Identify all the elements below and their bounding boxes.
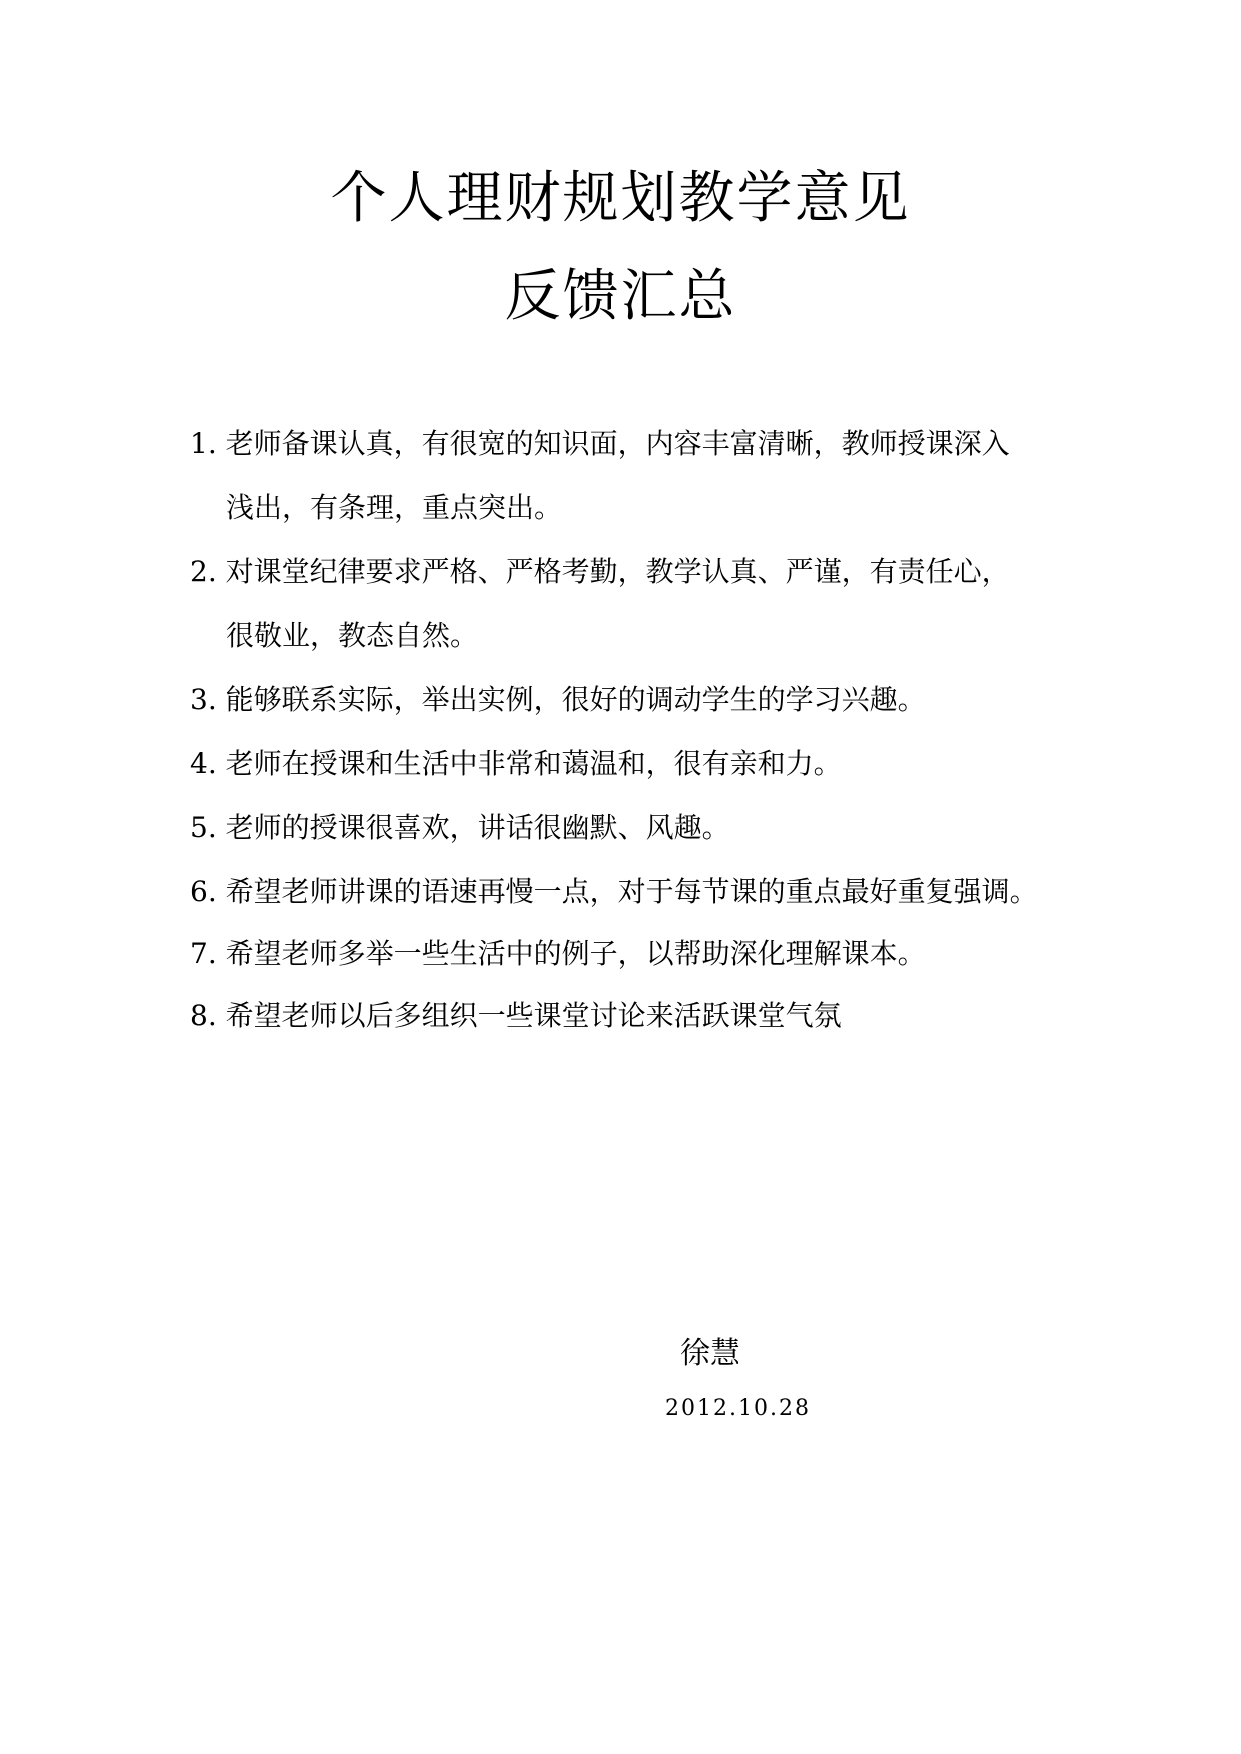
item-text: 能够联系实际，举出实例，很好的调动学生的学习兴趣。 — [225, 683, 926, 716]
item-number: 1. — [190, 427, 217, 460]
list-item — [190, 808, 730, 848]
list-item — [190, 744, 842, 784]
list-item — [190, 680, 926, 720]
list-item — [190, 424, 1010, 464]
item-text-continued: 很敬业，教态自然。 — [226, 619, 479, 652]
item-number: 8. — [190, 999, 217, 1032]
item-number: 3. — [190, 683, 217, 716]
list-item — [190, 996, 842, 1036]
item-number: 7. — [190, 937, 217, 970]
item-text: 希望老师多举一些生活中的例子，以帮助深化理解课本。 — [225, 937, 926, 970]
list-item — [190, 552, 1010, 592]
item-number: 5. — [190, 811, 217, 844]
list-item — [190, 934, 926, 974]
signature-name: 徐慧 — [680, 1336, 740, 1371]
document-title-line2: 反馈汇总 — [504, 264, 737, 329]
item-text: 老师在授课和生活中非常和蔼温和，很有亲和力。 — [225, 747, 842, 780]
item-number: 2. — [190, 555, 217, 588]
item-text: 希望老师以后多组织一些课堂讨论来活跃课堂气氛 — [225, 999, 842, 1032]
item-text: 老师备课认真，有很宽的知识面，内容丰富清晰，教师授课深入 — [225, 427, 1010, 460]
item-text-continued: 浅出，有条理，重点突出。 — [226, 491, 563, 524]
list-item — [190, 872, 1038, 912]
item-text: 希望老师讲课的语速再慢一点，对于每节课的重点最好重复强调。 — [225, 875, 1038, 908]
item-number: 4. — [190, 747, 217, 780]
item-text: 对课堂纪律要求严格、严格考勤，教学认真、严谨，有责任心， — [225, 555, 1010, 588]
item-text: 老师的授课很喜欢，讲话很幽默、风趣。 — [225, 811, 730, 844]
signature-date: 2012.10.28 — [665, 1396, 811, 1421]
document-title-line1: 个人理财规划教学意见 — [330, 166, 911, 231]
item-number: 6. — [190, 875, 217, 908]
